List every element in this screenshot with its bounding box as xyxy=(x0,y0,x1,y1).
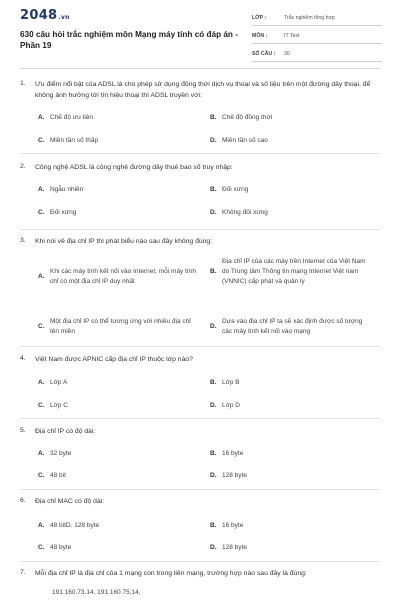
option-b[interactable]: B. Đối xứng xyxy=(210,186,249,194)
option-b[interactable]: B. 16 byte xyxy=(210,522,244,530)
document-header xyxy=(0,0,400,62)
option-a[interactable]: A. Lớp A xyxy=(38,379,68,387)
site-logo[interactable]: 2048.vn xyxy=(20,8,70,23)
option-b[interactable]: B. 16 byte xyxy=(210,450,244,458)
header-divider xyxy=(20,68,380,69)
question-number: 4. xyxy=(20,355,26,362)
option-b[interactable]: B. Chế độ đồng thời xyxy=(210,114,273,122)
option-text-partial: 191.160.73.14, 191.160.75.14, xyxy=(52,589,141,596)
option-b[interactable]: B. Lớp B xyxy=(210,379,240,387)
question-text: Địa chỉ IP có độ dài: xyxy=(35,428,96,435)
meta-count-key: SỐ CÂU : xyxy=(252,51,276,57)
option-d[interactable]: D. Miền tần số cao xyxy=(210,137,268,145)
option-c[interactable]: C. 48 byte xyxy=(38,544,72,552)
option-d[interactable]: D. Dựa vào địa chỉ IP ta sẽ xác định được số lượng các máy tính kết nối vào mạng xyxy=(210,318,363,335)
question-number: 3. xyxy=(20,237,26,244)
meta-class-key: LỚP : xyxy=(252,15,267,21)
question-number: 7. xyxy=(20,569,26,576)
meta-class-value: Trắc nghiệm tổng hợp xyxy=(284,15,335,21)
question-number: 5. xyxy=(20,427,26,434)
question-text: Việt Nam được APNIC cấp địa chỉ IP thuộc lớp nào? xyxy=(35,356,193,363)
question-number: 2. xyxy=(20,163,26,170)
option-b[interactable]: B. Địa chỉ IP của các máy trên Internet của Việt Nam do Trung tâm Thông tin mạng Internet Việt nam (VNNIC) cấp phát và quản lý xyxy=(210,258,366,285)
option-d[interactable]: D. Không đối xứng xyxy=(210,209,268,217)
question-text: Địa chỉ MAC có độ dài: xyxy=(35,498,105,505)
option-a[interactable]: A. Chế độ ưu tiên xyxy=(38,114,94,122)
option-c[interactable]: C. Một địa chỉ IP có thể tương ứng với nhiều địa chỉ tên miền xyxy=(38,318,191,335)
option-c[interactable]: C. Lớp C xyxy=(38,402,68,410)
question-text: Công nghệ ADSL là công nghệ đường dây thuê bao số truy nhập: xyxy=(35,164,233,171)
question-text: Ưu điểm nổi bật của ADSL là cho phép sử dụng đồng thời dịch vụ thoại và số liệu trên một đường dây thoại, để không ảnh hưởng tới tín hiệu thoại thì ADSL truyền với: xyxy=(35,81,371,99)
question-divider xyxy=(20,489,380,490)
option-d[interactable]: D. 128 byte xyxy=(210,544,247,552)
option-d[interactable]: D. Lớp D xyxy=(210,402,240,410)
option-a[interactable]: A. Ngẫu nhiên xyxy=(38,186,84,194)
option-c[interactable]: C. 48 bit xyxy=(38,472,66,480)
question-divider xyxy=(20,229,380,230)
option-c[interactable]: C. Miền tần số thấp xyxy=(38,137,99,145)
question-number: 6. xyxy=(20,497,26,504)
question-text: Khi nói về địa chỉ IP thì phát biểu nào sau đây không đúng: xyxy=(35,238,213,245)
question-divider xyxy=(20,153,380,154)
page-title: 630 câu hỏi trắc nghiệm môn Mạng máy tính có đáp án - Phần 19 xyxy=(20,30,238,50)
option-d[interactable]: D. 128 byte xyxy=(210,472,247,480)
option-a[interactable]: A. Khi các máy tính kết nối vào Internet, mỗi máy tính chỉ có một địa chỉ IP duy nhất xyxy=(38,268,196,285)
document-meta xyxy=(252,8,382,62)
question-text: Mỗi địa chỉ IP là địa chỉ của 1 mạng con trong liên mạng, trường hợp nào sau đây là đúng: xyxy=(35,570,307,577)
option-a[interactable]: A. 48 bitD. 128 byte xyxy=(38,522,100,530)
meta-subject-row xyxy=(252,26,382,44)
meta-count-row xyxy=(252,44,382,62)
option-c[interactable]: C. Đối xứng xyxy=(38,209,77,217)
meta-count-value: 30 xyxy=(284,51,290,57)
question-divider xyxy=(20,346,380,347)
question-number: 1. xyxy=(20,80,26,87)
meta-subject-key: MÔN : xyxy=(252,33,268,39)
question-divider xyxy=(20,561,380,562)
meta-class-row xyxy=(252,8,382,26)
option-a[interactable]: A. 32 byte xyxy=(38,450,72,458)
question-divider xyxy=(20,418,380,419)
meta-subject-value: IT Test xyxy=(284,33,300,39)
